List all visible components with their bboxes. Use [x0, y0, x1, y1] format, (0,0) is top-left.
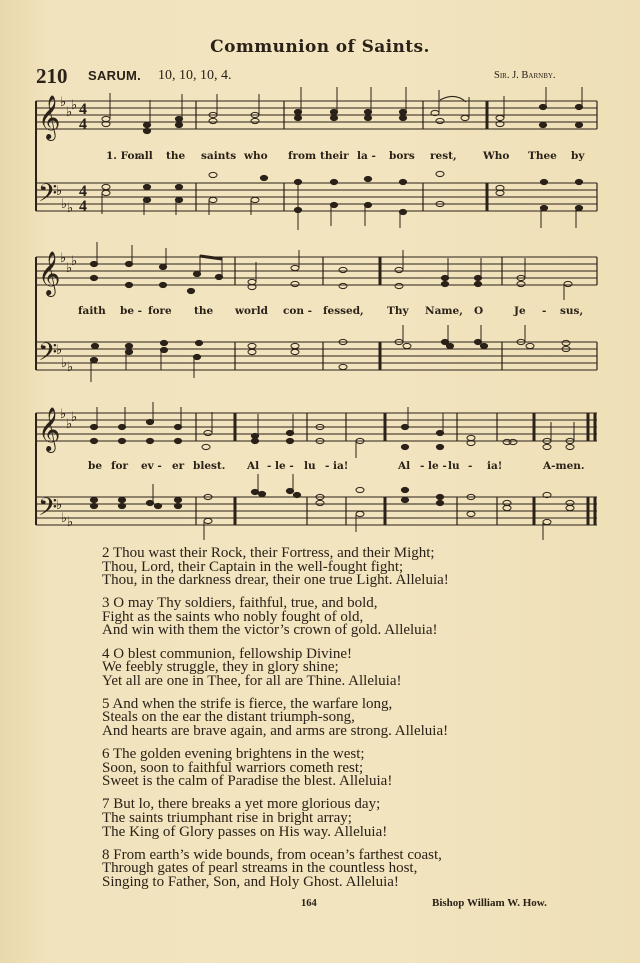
lyric-syllable: the	[194, 305, 214, 317]
stanza-8	[102, 846, 542, 890]
lyric-syllable: Al	[247, 460, 260, 472]
stanza-line: We feebly struggle, they in glory shine;	[102, 659, 339, 676]
meter: 10, 10, 10, 4.	[158, 68, 232, 83]
lyric-syllable: A-men.	[543, 460, 585, 472]
treble-clef-icon	[38, 95, 63, 453]
composer: Sir. J. Barnby.	[494, 70, 556, 81]
tune-name: SARUM.	[88, 68, 142, 83]
lyric-syllable: Je	[514, 305, 526, 317]
stanza-3	[102, 597, 542, 638]
bass-staff	[36, 342, 597, 370]
lyric-syllable: -	[468, 460, 473, 472]
lyric-syllable: la -	[357, 150, 376, 162]
svg-text:♭: ♭	[61, 356, 68, 371]
lyric-syllable: ev -	[141, 460, 162, 472]
lyric-syllable: lu	[304, 460, 316, 472]
stanza-line: 2 Thou wast their Rock, their Fortress, and their Might;	[102, 545, 435, 561]
stanza-line: Through gates of pearl streams in the countless host,	[102, 860, 418, 877]
svg-text:♭: ♭	[60, 407, 67, 422]
stanza-7	[102, 798, 542, 839]
svg-text:𝄞: 𝄞	[38, 95, 61, 139]
svg-text:♭: ♭	[61, 511, 68, 526]
lyric-syllable: all	[138, 150, 153, 162]
svg-text:♭: ♭	[67, 201, 74, 216]
treble-staff	[36, 257, 597, 285]
lyric-syllable: sus,	[560, 305, 584, 317]
lyric-syllable: who	[244, 150, 268, 162]
stanza-line: 5 And when the strife is fierce, the warfare long,	[102, 695, 393, 712]
svg-text:♭: ♭	[67, 515, 74, 530]
svg-text:♭: ♭	[56, 498, 63, 513]
svg-text:♭: ♭	[56, 184, 63, 199]
stanza-line: 6 The golden evening brightens in the west;	[102, 746, 365, 763]
lyrics-system-3	[0, 460, 640, 476]
lyric-syllable: be	[88, 460, 103, 472]
svg-text:♭: ♭	[61, 197, 68, 212]
stanza-line: 3 O may Thy soldiers, faithful, true, and bold,	[102, 595, 378, 612]
stanza-line: And hearts are brave again, and arms are strong. Alleluia!	[102, 723, 449, 740]
lyric-syllable: 1. For	[106, 150, 141, 162]
hymn-number: 210	[36, 64, 68, 88]
stanza-line: Sweet is the calm of Paradise the blest. Alleluia!	[102, 773, 393, 790]
stanzas	[102, 547, 542, 899]
svg-text:♭: ♭	[71, 98, 78, 113]
lyric-syllable: ia!	[487, 460, 503, 472]
stanza-line: 4 O blest communion, fellowship Divine!	[102, 645, 352, 662]
svg-text:♭: ♭	[67, 360, 74, 375]
svg-text:♭: ♭	[66, 261, 73, 276]
lyric-syllable: saints	[201, 150, 237, 162]
svg-text:♭: ♭	[56, 343, 63, 358]
lyric-syllable: er	[172, 460, 185, 472]
stanza-line: And win with them the victor’s crown of gold. Alleluia!	[102, 622, 438, 639]
page-number: 164	[301, 898, 317, 909]
stanza-line: Fight as the saints who nobly fought of old,	[102, 608, 364, 625]
svg-text:𝄢: 𝄢	[38, 493, 58, 528]
lyric-syllable: their	[320, 150, 349, 162]
lyric-syllable: by	[571, 150, 585, 162]
lyric-syllable: from	[288, 150, 317, 162]
lyric-syllable: fore	[148, 305, 172, 317]
svg-text:♭: ♭	[71, 254, 78, 269]
svg-text:♭: ♭	[66, 105, 73, 120]
svg-text:𝄢: 𝄢	[38, 179, 58, 214]
lyric-syllable: blest.	[193, 460, 226, 472]
stanza-line: Soon, soon to faithful warriors cometh rest;	[102, 759, 364, 776]
lyrics-system-2	[0, 305, 640, 321]
lyric-syllable: for	[111, 460, 129, 472]
stanza-line: The King of Glory passes on His way. Alleluia!	[102, 823, 388, 840]
lyric-syllable: - ia!	[325, 460, 349, 472]
svg-text:4: 4	[79, 198, 87, 215]
stanza-line: Steals on the ear the distant triumph-song,	[102, 709, 355, 726]
lyrics-system-1	[0, 150, 640, 166]
lyric-syllable: con -	[283, 305, 313, 317]
svg-text:4: 4	[79, 101, 87, 118]
lyric-syllable: world	[235, 305, 268, 317]
lyric-syllable: Who	[483, 150, 510, 162]
lyric-syllable: rest,	[430, 150, 457, 162]
stanza-line: Thou, Lord, their Captain in the well-fought fight;	[102, 558, 404, 575]
stanza-line: Yet all are one in Thee, for all are Thine. Alleluia!	[102, 672, 402, 689]
svg-text:♭: ♭	[71, 410, 78, 425]
lyric-syllable: Name,	[425, 305, 463, 317]
svg-text:4: 4	[79, 183, 87, 200]
svg-text:𝄞: 𝄞	[38, 407, 61, 451]
stanza-2	[102, 547, 542, 588]
hymn-author: Bishop William W. How.	[432, 897, 547, 909]
svg-text:♭: ♭	[66, 417, 73, 432]
lyric-syllable: Thy	[387, 305, 409, 317]
svg-text:♭: ♭	[60, 251, 67, 266]
lyric-syllable: be -	[120, 305, 143, 317]
stanza-4	[102, 645, 542, 689]
bass-staff	[36, 183, 597, 211]
lyric-syllable: Thee	[528, 150, 557, 162]
treble-staff	[36, 101, 597, 129]
stanza-line: Singing to Father, Son, and Holy Ghost. Alleluia!	[102, 873, 399, 890]
svg-text:4: 4	[79, 116, 87, 133]
lyric-syllable: faith	[78, 305, 106, 317]
section-title: Communion of Saints.	[210, 37, 430, 57]
lyric-syllable: Al	[398, 460, 411, 472]
stanza-line: The saints triumphant rise in bright array;	[102, 810, 352, 826]
lyric-syllable: O	[474, 305, 484, 317]
lyric-syllable: - le -	[420, 460, 447, 472]
svg-text:♭: ♭	[60, 95, 67, 110]
stanza-line: 8 From earth’s wide bounds, from ocean’s farthest coast,	[102, 846, 442, 863]
lyric-syllable: -	[542, 305, 547, 317]
stanza-line: 7 But lo, there breaks a yet more glorious day;	[102, 796, 381, 813]
svg-text:𝄞: 𝄞	[38, 251, 61, 295]
lyric-syllable: - le -	[267, 460, 294, 472]
stanza-5	[102, 695, 542, 740]
lyric-syllable: bors	[389, 150, 415, 162]
stanza-line: Thou, in the darkness drear, their one true Light. Alleluia!	[102, 572, 449, 589]
stanza-6	[102, 748, 542, 789]
svg-text:𝄢: 𝄢	[38, 338, 58, 373]
lyric-syllable: lu	[448, 460, 460, 472]
lyric-syllable: fessed,	[323, 305, 364, 317]
lyric-syllable: the	[166, 150, 186, 162]
